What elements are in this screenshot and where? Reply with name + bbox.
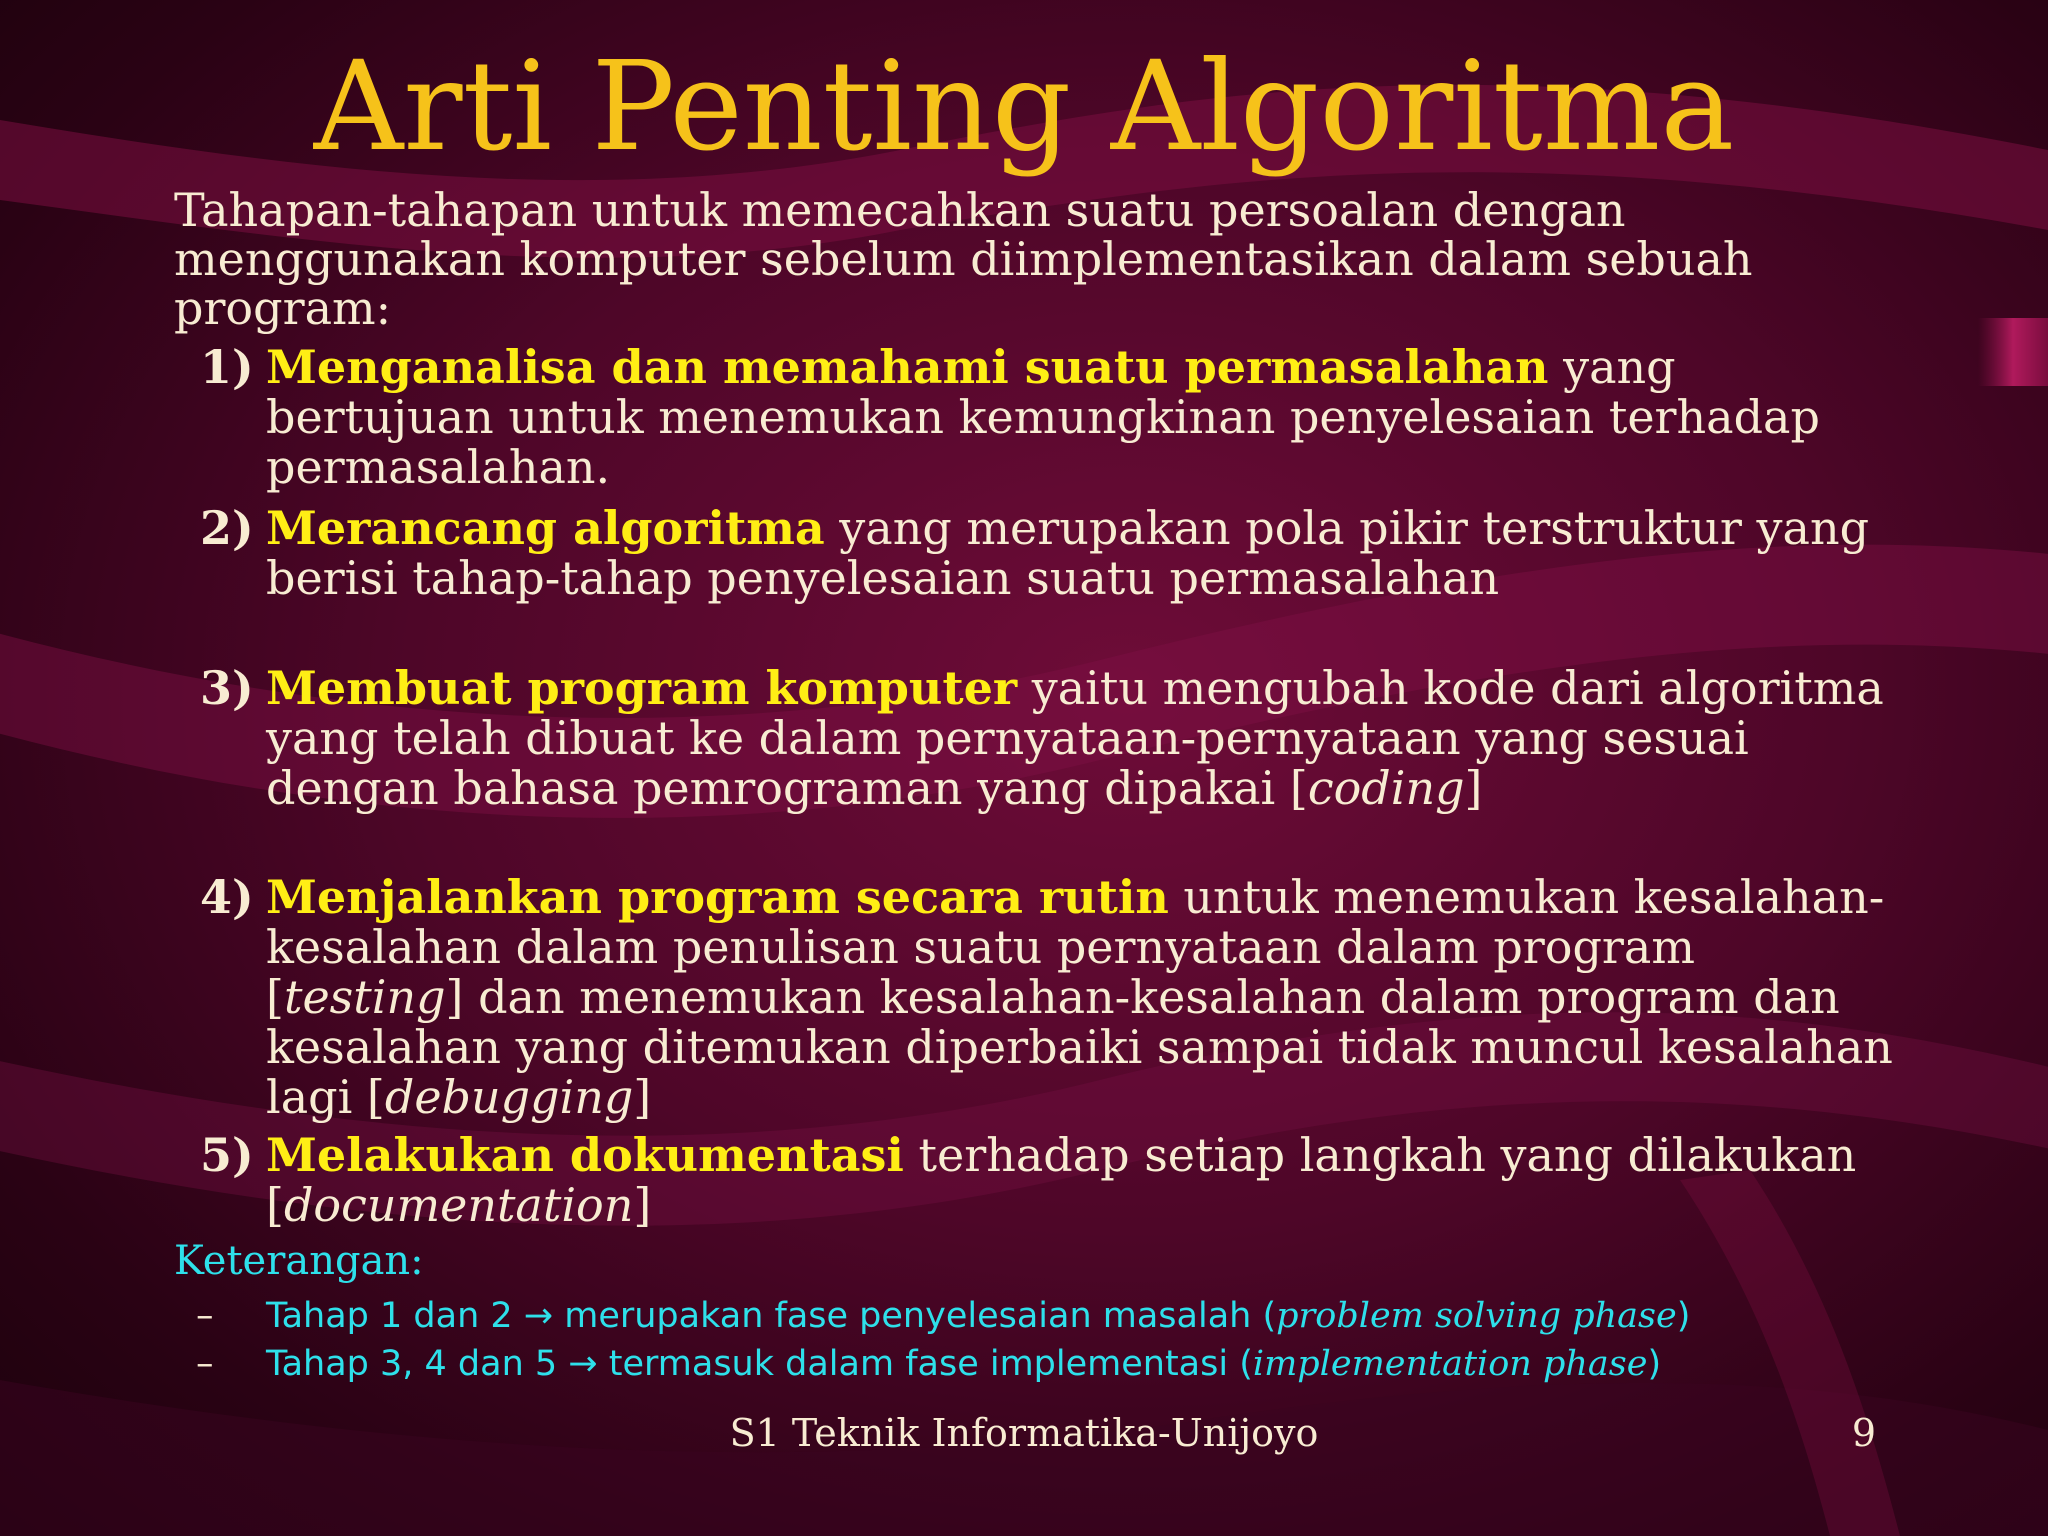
- step-number: 3): [200, 661, 254, 715]
- arrow-right-icon: →: [523, 1296, 554, 1336]
- step-body: [266, 342, 1906, 492]
- step-text-end: ]: [633, 1178, 652, 1232]
- step-text: yang merupakan pola pikir terstruktur yang berisi tahap-tahap penyelesaian suatu permasalahan: [266, 501, 1870, 605]
- step-body: [266, 663, 1906, 813]
- step-number: 5): [200, 1128, 254, 1182]
- slide-title: Arti Penting Algoritma: [313, 35, 1735, 179]
- step-highlight: Membuat program komputer: [266, 661, 1018, 715]
- step-body: [266, 872, 1906, 1122]
- dash-bullet-icon: –: [196, 1344, 214, 1384]
- step-text: yaitu mengubah kode dari algoritma yang telah dibuat ke dalam pernyataan-pernyataan yang sesuai dengan bahasa pemrograman yang dipakai [: [266, 661, 1884, 815]
- note-italic-term: implementation phase: [1252, 1344, 1648, 1384]
- step-italic-term: documentation: [283, 1178, 634, 1232]
- note-body: [266, 1294, 1690, 1338]
- step-number: 4): [200, 870, 254, 924]
- step-highlight: Merancang algoritma: [266, 501, 825, 555]
- dash-bullet-icon: –: [196, 1296, 214, 1336]
- note-text-continued: merupakan fase penyelesaian masalah (: [553, 1296, 1277, 1336]
- notes-heading: Keterangan:: [174, 1238, 424, 1284]
- step-body: [266, 503, 1906, 603]
- note-text: Tahap 3, 4 dan 5: [266, 1344, 569, 1384]
- step-text: terhadap setiap langkah yang dilakukan [: [266, 1128, 1857, 1232]
- step-number: 1): [200, 340, 254, 394]
- step-text-end: ]: [1464, 761, 1483, 815]
- note-body: [266, 1342, 1661, 1386]
- slide-footer: S1 Teknik Informatika-Unijoyo: [729, 1411, 1319, 1455]
- arrow-right-icon: →: [568, 1344, 598, 1384]
- note-italic-term: problem solving phase: [1276, 1296, 1677, 1336]
- note-text-end: ): [1676, 1296, 1691, 1336]
- step-text: yang bertujuan untuk menemukan kemungkinan penyelesaian terhadap permasalahan.: [266, 340, 1820, 494]
- step-italic-term: testing: [283, 970, 446, 1024]
- step-text-middle: ] dan menemukan kesalahan-kesalahan dalam program dan kesalahan yang ditemukan diperbaiki sampai tidak muncul kesalahan lagi [: [266, 970, 1893, 1124]
- step-highlight: Menjalankan program secara rutin: [266, 870, 1169, 924]
- step-highlight: Melakukan dokumentasi: [266, 1128, 904, 1182]
- intro-paragraph: Tahapan-tahapan untuk memecahkan suatu persoalan dengan menggunakan komputer sebelum diimplementasikan dalam sebuah program:: [174, 183, 1753, 335]
- note-text-continued: termasuk dalam fase implementasi (: [597, 1344, 1253, 1384]
- step-text-end: ]: [633, 1070, 652, 1124]
- step-body: [266, 1130, 1906, 1230]
- step-italic-term-2: debugging: [384, 1070, 634, 1124]
- note-text: Tahap 1 dan 2: [266, 1296, 524, 1336]
- step-number: 2): [200, 501, 254, 555]
- note-text-end: ): [1647, 1344, 1662, 1384]
- page-number: 9: [1851, 1411, 1876, 1455]
- step-highlight: Menganalisa dan memahami suatu permasalahan: [266, 340, 1549, 394]
- step-italic-term: coding: [1307, 761, 1465, 815]
- step-text: untuk menemukan kesalahan-kesalahan dalam penulisan suatu pernyataan dalam program [: [266, 870, 1885, 1024]
